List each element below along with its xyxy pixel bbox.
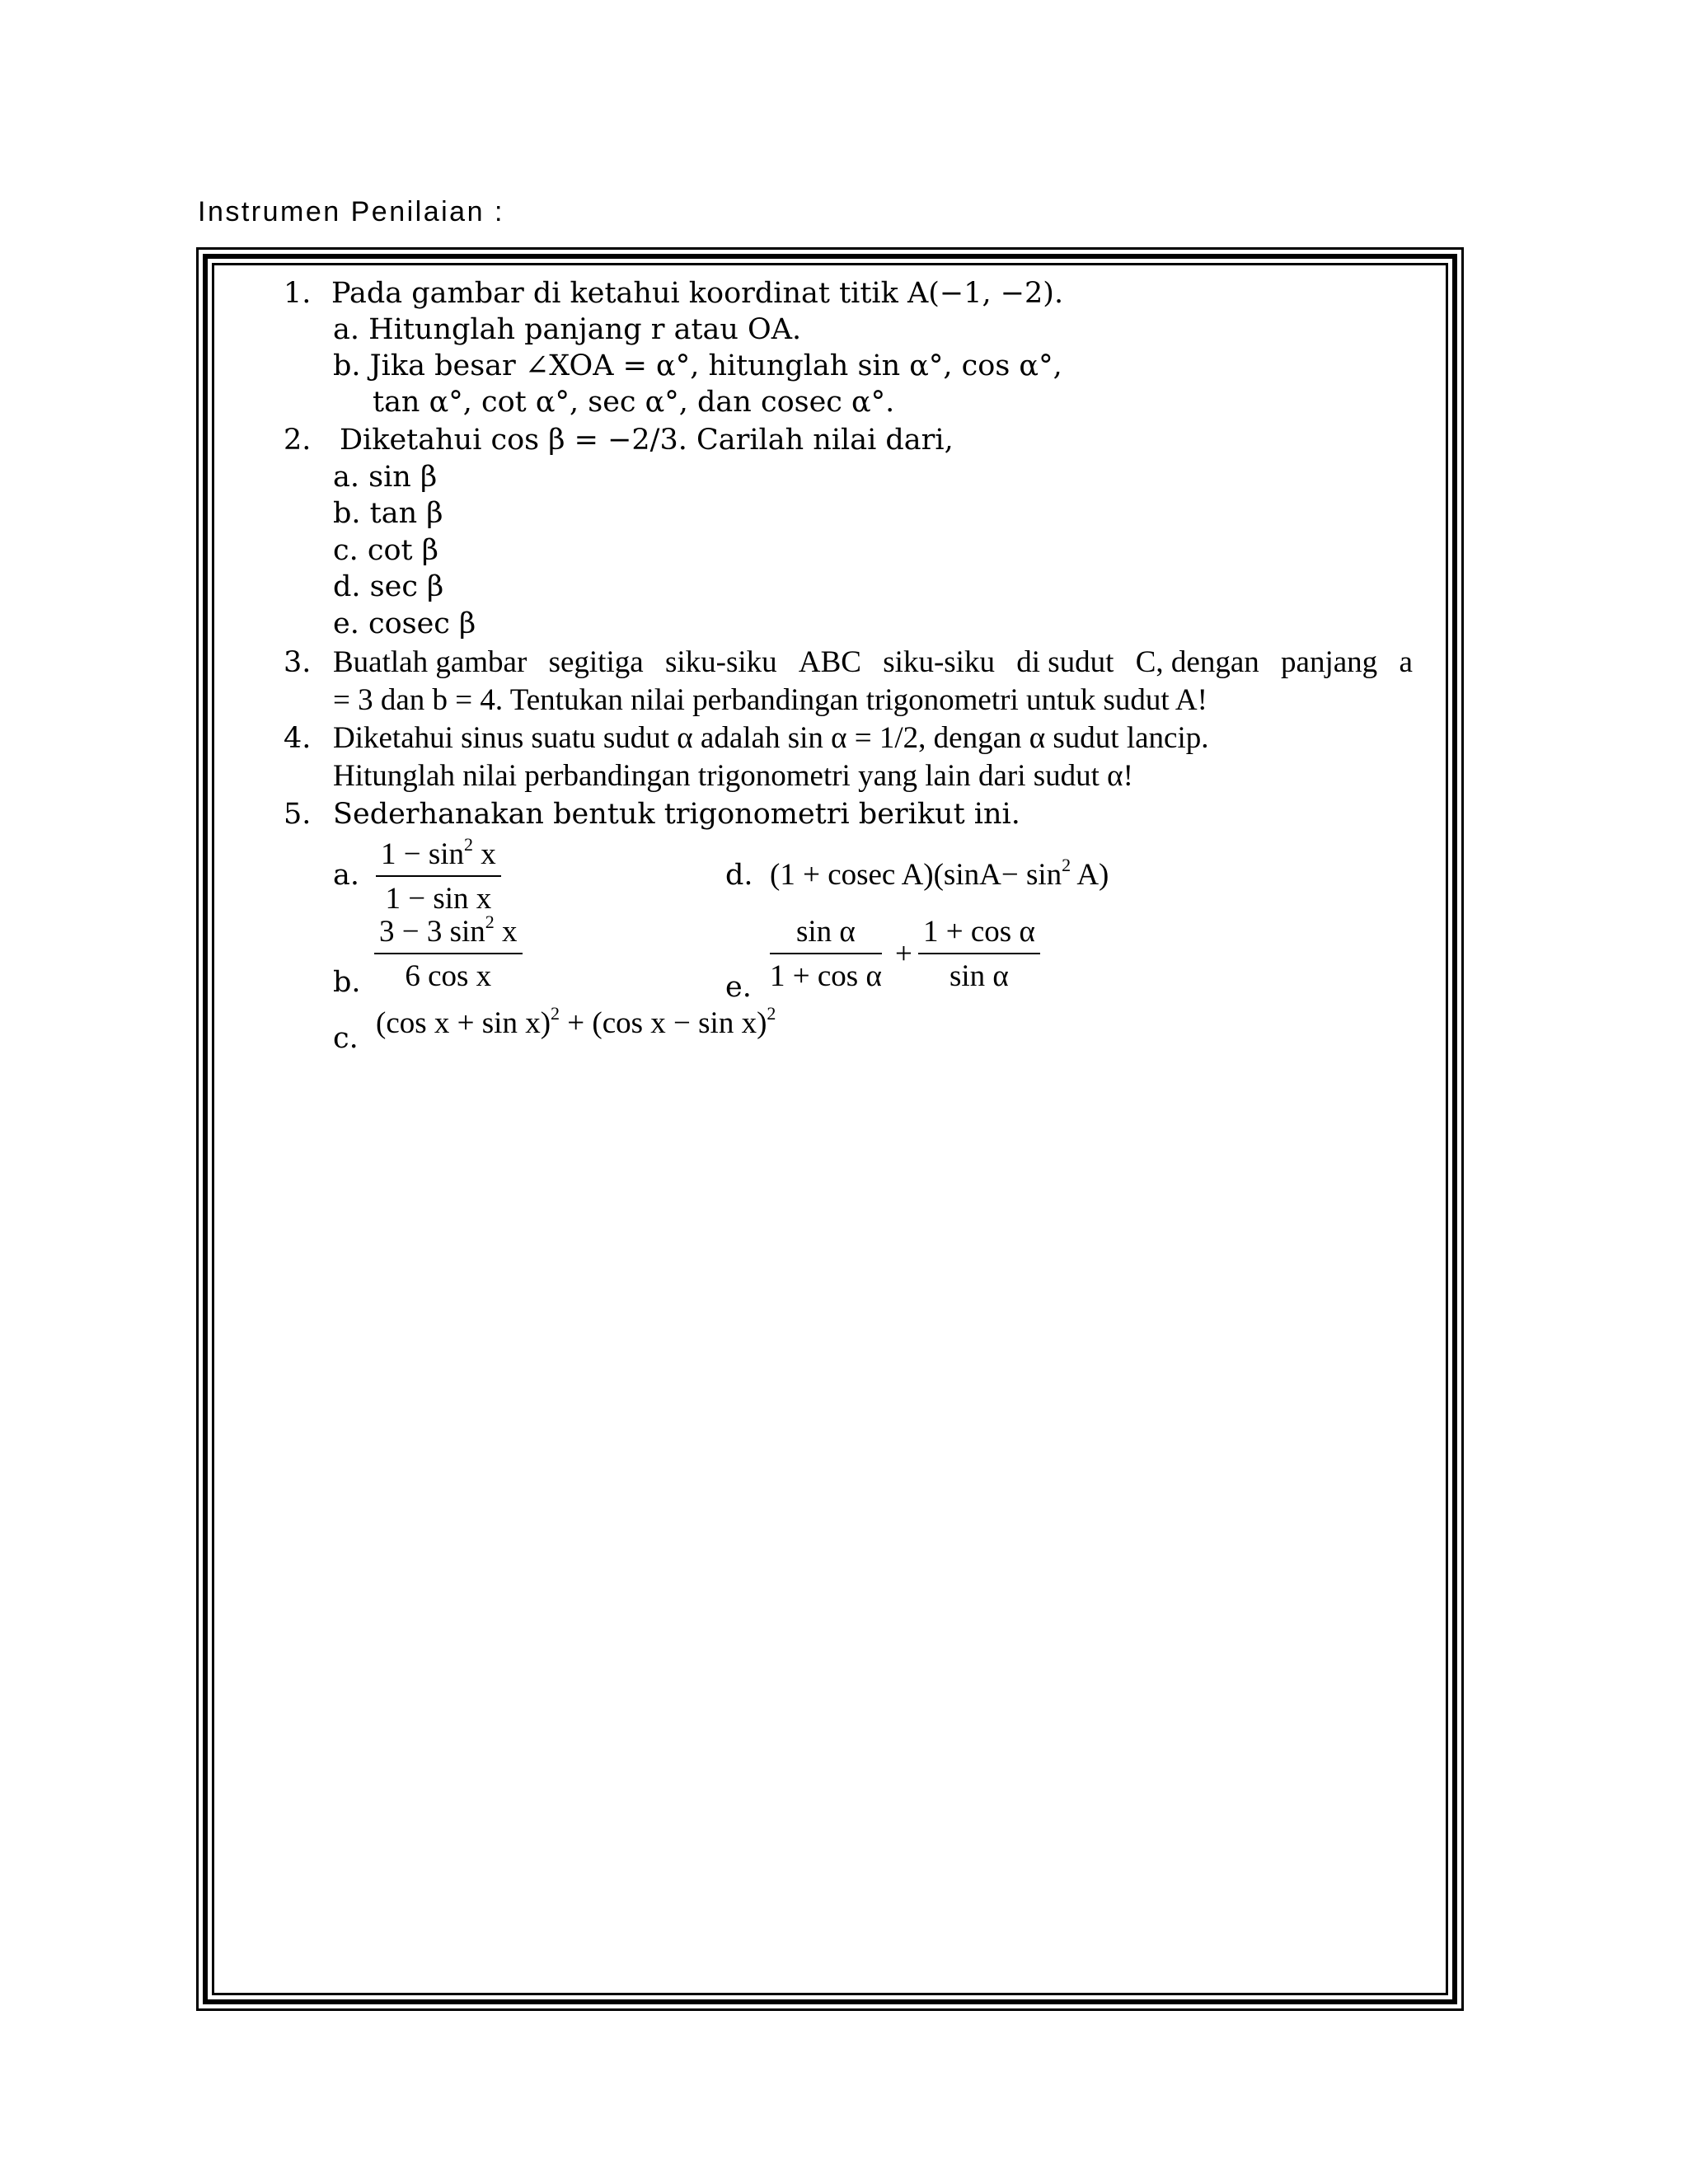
q5-e-denominator-1: 1 + cos α <box>770 959 882 993</box>
q2-item-a: a. sin β <box>333 461 438 494</box>
q3-word: a <box>1399 645 1413 679</box>
q1-item-a: a. Hitunglah panjang r atau OA. <box>333 313 802 346</box>
q5-a-denominator: 1 − sin x <box>385 882 492 916</box>
q5-e-denominator-2: sin α <box>950 959 1009 993</box>
q5-c-label: c. <box>333 1022 359 1055</box>
q3-word: segitiga <box>548 645 644 679</box>
q5-e-numerator-1: sin α <box>770 915 882 954</box>
q5-b-numerator: 3 − 3 $\sin^2 x$ <box>374 915 523 954</box>
q2-item-d: d. sec β <box>333 570 444 603</box>
q4-number: 4. <box>284 722 312 755</box>
q1-text: Pada gambar di ketahui koordinat titik A(−1, −2). <box>331 277 1064 310</box>
q2-item-c: c. cot β <box>333 534 438 567</box>
q3-word: ABC <box>798 645 861 679</box>
q2-item-e: e. cosec β <box>333 607 476 640</box>
q3-line-1 <box>333 644 1413 681</box>
q3-word: siku-siku <box>664 645 777 679</box>
q5-a-fraction <box>376 834 501 916</box>
q2-number: 2. <box>284 424 312 457</box>
q5-e-fraction-1 <box>770 915 882 994</box>
q3-word: di sudut <box>1016 645 1114 679</box>
q3-word: panjang <box>1281 645 1378 679</box>
q1-item-b-cont: tan α°, cot α°, sec α°, dan cosec α°. <box>373 386 895 419</box>
q3-word: C, dengan <box>1135 645 1259 679</box>
q5-b-label: b. <box>333 966 361 999</box>
q5-a-label: a. <box>333 859 359 892</box>
q4-line-1: Diketahui sinus suatu sudut α adalah sin α = 1/2, dengan α sudut lancip. <box>333 721 1209 755</box>
q1-item-b: b. Jika besar ∠XOA = α°, hitunglah sin α°, cos α°, <box>333 349 1062 382</box>
q5-d-label: d. <box>725 859 753 892</box>
q5-a-numerator: $1 - \sin^2 x$ <box>376 837 501 877</box>
page-heading: Instrumen Penilaian : <box>198 196 504 227</box>
q5-e-fraction-2 <box>918 915 1040 994</box>
q2-item-b: b. tan β <box>333 497 443 530</box>
q1-number: 1. <box>284 277 312 310</box>
q5-c-expression: (cos x + sin x)$^2$ + (cos x − sin x)$^2$ <box>376 1003 776 1040</box>
q5-b-denominator: 6 cos x <box>405 959 492 993</box>
q3-number: 3. <box>284 646 312 679</box>
q3-line-2: = 3 dan b = 4. Tentukan nilai perbandingan trigonometri untuk sudut A! <box>333 683 1207 717</box>
q2-text: Diketahui cos β = −2/3. Carilah nilai dari, <box>340 424 954 457</box>
q4-line-2: Hitunglah nilai perbandingan trigonometri yang lain dari sudut α! <box>333 759 1133 793</box>
q3-word: siku-siku <box>883 645 995 679</box>
q3-word: Buatlah gambar <box>333 645 528 679</box>
q5-number: 5. <box>284 798 312 831</box>
q5-e-label: e. <box>725 971 752 1004</box>
q5-e-numerator-2: 1 + cos α <box>918 915 1040 954</box>
q5-e-plus: + <box>895 937 912 971</box>
q5-text: Sederhanakan bentuk trigonometri berikut ini. <box>333 798 1020 831</box>
q5-d-expression: (1 + cosec $A)(\sin A- \sin^2 A)$ <box>770 855 1109 892</box>
q5-b-fraction <box>374 912 523 994</box>
